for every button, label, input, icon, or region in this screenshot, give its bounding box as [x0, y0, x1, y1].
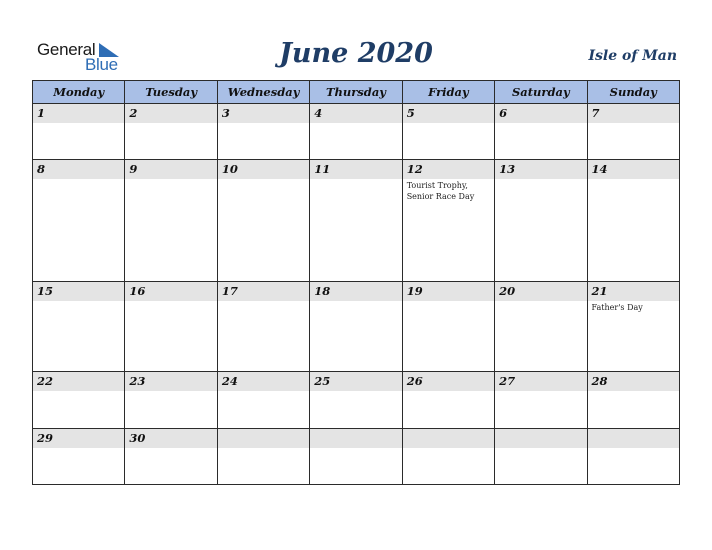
day-number	[218, 429, 309, 448]
holiday-label: Tourist Trophy, Senior Race Day	[406, 181, 475, 202]
day-number: 20	[495, 282, 586, 301]
weekday-header-row	[33, 81, 680, 104]
day-number: 28	[588, 372, 679, 391]
day-number: 1	[33, 104, 124, 123]
day-number: 6	[495, 104, 586, 123]
day-number: 24	[218, 372, 309, 391]
calendar-day-cell	[33, 104, 125, 160]
day-number	[310, 429, 401, 448]
calendar-day-cell	[587, 428, 679, 484]
calendar-day-cell	[587, 281, 679, 371]
day-number: 15	[33, 282, 124, 301]
day-number: 12	[403, 160, 494, 179]
calendar-day-cell	[495, 104, 587, 160]
calendar-day-cell	[125, 160, 217, 281]
weekday-header: Friday	[402, 81, 494, 104]
day-number: 9	[125, 160, 216, 179]
day-number: 2	[125, 104, 216, 123]
calendar-day-cell	[495, 281, 587, 371]
calendar-day-cell	[217, 428, 309, 484]
calendar-day-cell	[310, 372, 402, 428]
calendar-day-cell	[125, 104, 217, 160]
calendar-day-cell	[33, 428, 125, 484]
calendar-week-row	[33, 428, 680, 484]
day-number: 3	[218, 104, 309, 123]
calendar-day-cell	[402, 160, 494, 281]
page-title: June 2020	[279, 38, 433, 69]
calendar-day-cell	[587, 104, 679, 160]
calendar-day-cell	[402, 428, 494, 484]
day-number: 4	[310, 104, 401, 123]
day-number: 7	[588, 104, 679, 123]
calendar-day-cell	[217, 281, 309, 371]
calendar-day-cell	[495, 160, 587, 281]
day-number: 8	[33, 160, 124, 179]
day-number: 26	[403, 372, 494, 391]
calendar-day-cell	[310, 160, 402, 281]
day-number: 19	[403, 282, 494, 301]
calendar-week-row	[33, 281, 680, 371]
day-number: 16	[125, 282, 216, 301]
day-number: 17	[218, 282, 309, 301]
calendar-day-cell	[217, 160, 309, 281]
day-number: 30	[125, 429, 216, 448]
day-number: 13	[495, 160, 586, 179]
calendar-day-cell	[402, 372, 494, 428]
day-number: 5	[403, 104, 494, 123]
day-number	[588, 429, 679, 448]
calendar-day-cell	[587, 372, 679, 428]
calendar-day-cell	[310, 428, 402, 484]
calendar-day-cell	[217, 104, 309, 160]
calendar-grid	[32, 80, 680, 485]
day-number	[403, 429, 494, 448]
day-number: 23	[125, 372, 216, 391]
day-number: 18	[310, 282, 401, 301]
day-number: 11	[310, 160, 401, 179]
calendar-day-cell	[125, 428, 217, 484]
weekday-header: Sunday	[587, 81, 679, 104]
day-number: 10	[218, 160, 309, 179]
day-number: 25	[310, 372, 401, 391]
calendar-day-cell	[125, 372, 217, 428]
logo-text-blue: Blue	[85, 55, 118, 74]
day-number: 27	[495, 372, 586, 391]
day-number: 21	[588, 282, 679, 301]
country-name: Isle of Man	[588, 48, 677, 64]
calendar-day-cell	[495, 372, 587, 428]
calendar-day-cell	[310, 104, 402, 160]
day-number: 14	[588, 160, 679, 179]
logo-text-general: General	[37, 40, 96, 59]
calendar-week-row	[33, 104, 680, 160]
weekday-header: Saturday	[495, 81, 587, 104]
weekday-header: Wednesday	[217, 81, 309, 104]
day-number	[495, 429, 586, 448]
calendar-day-cell	[33, 281, 125, 371]
calendar-day-cell	[402, 104, 494, 160]
calendar-day-cell	[495, 428, 587, 484]
holiday-label: Father's Day	[591, 302, 643, 312]
calendar-week-row	[33, 372, 680, 428]
calendar-day-cell	[33, 372, 125, 428]
calendar-day-cell	[125, 281, 217, 371]
calendar-day-cell	[402, 281, 494, 371]
day-number: 22	[33, 372, 124, 391]
calendar-day-cell	[217, 372, 309, 428]
calendar-day-cell	[587, 160, 679, 281]
calendar-day-cell	[33, 160, 125, 281]
day-number: 29	[33, 429, 124, 448]
calendar-day-cell	[310, 281, 402, 371]
weekday-header: Tuesday	[125, 81, 217, 104]
weekday-header: Thursday	[310, 81, 402, 104]
weekday-header: Monday	[33, 81, 125, 104]
calendar-week-row	[33, 160, 680, 281]
